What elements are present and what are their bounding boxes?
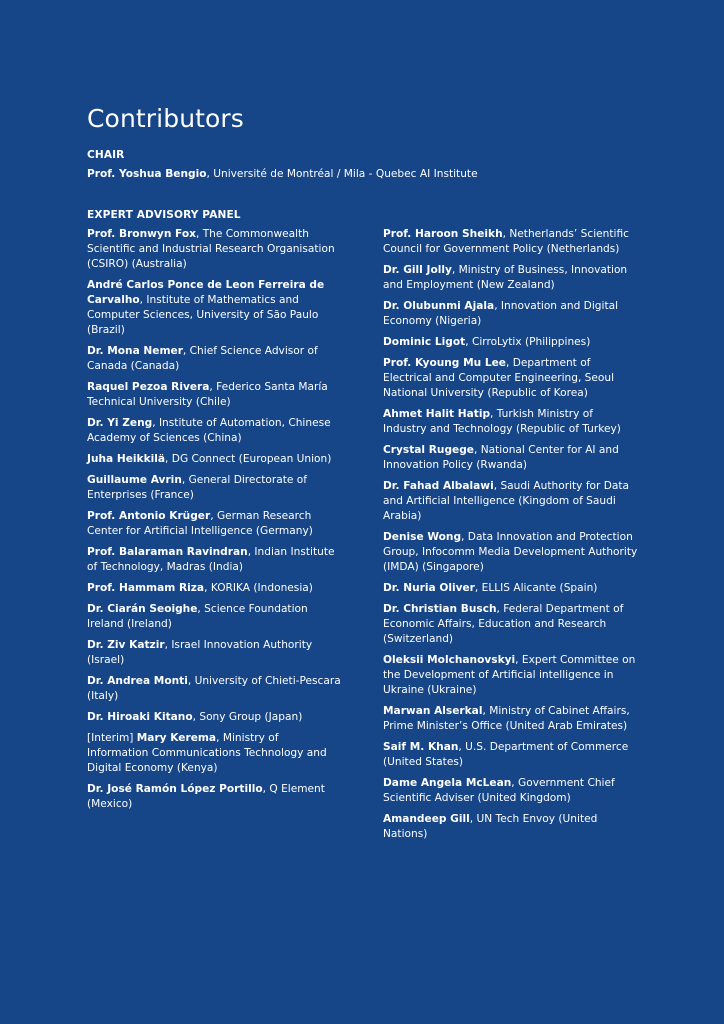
panel-member-entry	[87, 581, 342, 596]
page-title: Contributors	[87, 104, 244, 133]
panel-member-entry	[87, 473, 342, 503]
panel-column-right	[383, 227, 638, 848]
member-name: Dr. Christian Busch	[383, 603, 497, 615]
member-name: Prof. Antonio Krüger	[87, 510, 211, 522]
panel-member-entry	[383, 704, 638, 734]
member-name: Raquel Pezoa Rivera	[87, 381, 210, 393]
member-affiliation: , Q Element (Mexico)	[87, 783, 325, 810]
member-affiliation: , The Commonwealth Scientific and Industrial Research Organisation (CSIRO) (Australia)	[87, 228, 335, 270]
member-affiliation: , Indian Institute of Technology, Madras (India)	[87, 546, 335, 573]
panel-member-entry	[383, 407, 638, 437]
panel-member-entry	[383, 740, 638, 770]
member-name: Ahmet Halit Hatip	[383, 408, 491, 420]
member-name: Dr. Mona Nemer	[87, 345, 183, 357]
panel-member-entry	[383, 581, 638, 596]
member-affiliation: , Ministry of Cabinet Affairs, Prime Minister’s Office (United Arab Emirates)	[383, 705, 630, 732]
panel-member-entry	[383, 356, 638, 401]
member-name: Dame Angela McLean	[383, 777, 512, 789]
panel-member-entry	[87, 545, 342, 575]
member-name: Dr. Fahad Albalawi	[383, 480, 494, 492]
member-name: Prof. Balaraman Ravindran	[87, 546, 248, 558]
member-prefix: [Interim]	[87, 732, 137, 744]
panel-member-entry	[383, 227, 638, 257]
member-affiliation: , Innovation and Digital Economy (Nigeria)	[383, 300, 619, 327]
member-affiliation: , Ministry of Business, Innovation and Employment (New Zealand)	[383, 264, 628, 291]
member-affiliation: , Turkish Ministry of Industry and Technology (Republic of Turkey)	[383, 408, 621, 435]
member-affiliation: , General Directorate of Enterprises (France)	[87, 474, 308, 501]
panel-member-entry	[87, 731, 342, 776]
member-name: Prof. Kyoung Mu Lee	[383, 357, 506, 369]
panel-member-entry	[383, 653, 638, 698]
member-name: André Carlos Ponce de Leon Ferreira de Carvalho	[87, 279, 325, 306]
chair-name: Prof. Yoshua Bengio	[87, 168, 207, 180]
member-name: Dr. Yi Zeng	[87, 417, 153, 429]
member-name: Juha Heikkilä	[87, 453, 166, 465]
panel-member-entry	[87, 710, 342, 725]
panel-member-entry	[87, 674, 342, 704]
member-name: Dr. Andrea Monti	[87, 675, 188, 687]
member-name: Crystal Rugege	[383, 444, 474, 456]
member-name: Dr. José Ramón López Portillo	[87, 783, 263, 795]
member-name: Saif M. Khan	[383, 741, 459, 753]
panel-member-entry	[383, 776, 638, 806]
chair-entry	[87, 167, 478, 182]
member-name: Prof. Hammam Riza	[87, 582, 205, 594]
member-affiliation: , UN Tech Envoy (United Nations)	[383, 813, 598, 840]
member-affiliation: , CirroLytix (Philippines)	[465, 336, 591, 348]
panel-member-entry	[87, 416, 342, 446]
panel-member-entry	[383, 530, 638, 575]
member-affiliation: , Institute of Mathematics and Computer Sciences, University of São Paulo (Brazil)	[87, 294, 319, 336]
member-name: Prof. Bronwyn Fox	[87, 228, 196, 240]
member-name: Guillaume Avrin	[87, 474, 182, 486]
member-affiliation: , Science Foundation Ireland (Ireland)	[87, 603, 308, 630]
panel-member-entry	[87, 452, 342, 467]
member-affiliation: , Institute of Automation, Chinese Academy of Sciences (China)	[87, 417, 331, 444]
panel-member-entry	[383, 602, 638, 647]
member-name: Oleksii Molchanovskyi	[383, 654, 516, 666]
member-name: Dr. Gill Jolly	[383, 264, 452, 276]
member-name: Marwan Alserkal	[383, 705, 483, 717]
panel-member-entry	[87, 344, 342, 374]
member-affiliation: , Netherlands’ Scientific Council for Government Policy (Netherlands)	[383, 228, 629, 255]
member-affiliation: , Chief Science Advisor of Canada (Canada)	[87, 345, 318, 372]
member-affiliation: , Federal Department of Economic Affairs, Education and Research (Switzerland)	[383, 603, 624, 645]
panel-member-entry	[383, 299, 638, 329]
member-name: Dr. Olubunmi Ajala	[383, 300, 495, 312]
member-name: Dominic Ligot	[383, 336, 466, 348]
member-name: Mary Kerema	[136, 732, 217, 744]
member-name: Dr. Nuria Oliver	[383, 582, 475, 594]
chair-heading: CHAIR	[87, 149, 125, 161]
panel-column-left	[87, 227, 342, 818]
panel-member-entry	[87, 509, 342, 539]
panel-member-entry	[383, 263, 638, 293]
member-affiliation: , Data Innovation and Protection Group, Infocomm Media Development Authority (IMDA) (Singapore)	[383, 531, 638, 573]
panel-member-entry	[87, 602, 342, 632]
member-name: Denise Wong	[383, 531, 462, 543]
panel-member-entry	[87, 638, 342, 668]
member-name: Dr. Ciarán Seoighe	[87, 603, 198, 615]
panel-member-entry	[87, 782, 342, 812]
member-affiliation: , Israel Innovation Authority (Israel)	[87, 639, 313, 666]
member-name: Dr. Hiroaki Kitano	[87, 711, 193, 723]
panel-member-entry	[87, 380, 342, 410]
member-affiliation: , German Research Center for Artificial Intelligence (Germany)	[87, 510, 313, 537]
panel-member-entry	[383, 812, 638, 842]
member-affiliation: , Department of Electrical and Computer Engineering, Seoul National University (Republic of Korea)	[383, 357, 615, 399]
member-affiliation: , DG Connect (European Union)	[165, 453, 332, 465]
member-affiliation: , Federico Santa María Technical University (Chile)	[87, 381, 328, 408]
panel-member-entry	[383, 443, 638, 473]
member-affiliation: , U.S. Department of Commerce (United States)	[383, 741, 629, 768]
member-affiliation: , Sony Group (Japan)	[192, 711, 303, 723]
panel-member-entry	[87, 227, 342, 272]
member-name: Amandeep Gill	[383, 813, 470, 825]
member-name: Dr. Ziv Katzir	[87, 639, 165, 651]
member-affiliation: , Saudi Authority for Data and Artificial Intelligence (Kingdom of Saudi Arabia)	[383, 480, 630, 522]
panel-member-entry	[383, 335, 638, 350]
member-affiliation: , Government Chief Scientific Adviser (United Kingdom)	[383, 777, 615, 804]
member-affiliation: , National Center for AI and Innovation Policy (Rwanda)	[383, 444, 619, 471]
member-affiliation: , ELLIS Alicante (Spain)	[474, 582, 598, 594]
member-name: Prof. Haroon Sheikh	[383, 228, 503, 240]
member-affiliation: , University of Chieti-Pescara (Italy)	[87, 675, 341, 702]
panel-member-entry	[87, 278, 342, 338]
chair-affiliation: , Université de Montréal / Mila - Quebec AI Institute	[206, 168, 478, 180]
member-affiliation: , KORIKA (Indonesia)	[204, 582, 313, 594]
member-affiliation: , Ministry of Information Communications Technology and Digital Economy (Kenya)	[87, 732, 327, 774]
member-affiliation: , Expert Committee on the Development of Artificial intelligence in Ukraine (Ukraine)	[383, 654, 636, 696]
panel-member-entry	[383, 479, 638, 524]
panel-heading: EXPERT ADVISORY PANEL	[87, 209, 241, 221]
